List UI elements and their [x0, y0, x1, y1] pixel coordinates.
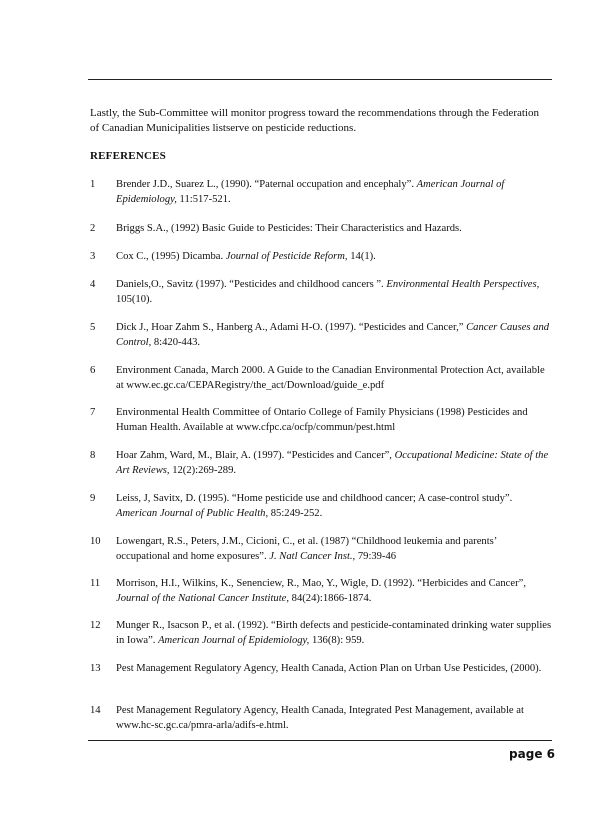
- reference-number: 6: [90, 365, 96, 376]
- page-number: page 6: [509, 747, 555, 761]
- reference-text: Morrison, H.I., Wilkins, K., Senenciew, R., Mao, Y., Wigle, D. (1992). “Herbicides and Cancer”, Journal of the National Cancer Institute, 84(24):1866-1874.: [116, 578, 526, 604]
- reference-text: Brender J.D., Suarez L., (1990). “Paternal occupation and encephaly”. American Journal of Epidemiology, 11:517-521.: [116, 179, 505, 205]
- reference-source: Journal of the National Cancer Institute,: [116, 593, 290, 604]
- reference-number: 14: [90, 705, 101, 716]
- references-heading: REFERENCES: [90, 150, 166, 162]
- reference-text: Pest Management Regulatory Agency, Health Canada, Integrated Pest Management, available at www.hc-sc.gc.ca/pmra-arla/adifs-e.html.: [116, 705, 524, 731]
- reference-number: 12: [90, 620, 101, 631]
- reference-number: 3: [90, 251, 96, 262]
- reference-number: 11: [90, 578, 101, 589]
- reference-number: 2: [90, 223, 96, 234]
- bottom-rule: [88, 740, 552, 741]
- reference-number: 7: [90, 407, 96, 418]
- reference-source: Cancer Causes and Control,: [116, 322, 550, 348]
- reference-text: Daniels,O., Savitz (1997). “Pesticides and childhood cancers ”. Environmental Health Perspectives, 105(10).: [116, 279, 540, 305]
- reference-text: Dick J., Hoar Zahm S., Hanberg A., Adami H-O. (1997). “Pesticides and Cancer,” Cancer Causes and Control, 8:420-443.: [116, 322, 550, 348]
- reference-text: Pest Management Regulatory Agency, Health Canada, Action Plan on Urban Use Pesticides, (2000).: [116, 663, 542, 674]
- reference-text: Environmental Health Committee of Ontario College of Family Physicians (1998) Pesticides and Human Health. Available at www.cfpc.ca/ocfp/commun/pest.html: [116, 407, 528, 433]
- reference-source: Journal of Pesticide Reform,: [225, 251, 348, 262]
- reference-source: American Journal of Epidemiology,: [116, 179, 505, 205]
- reference-source: American Journal of Public Health,: [116, 508, 269, 519]
- reference-number: 4: [90, 279, 96, 290]
- reference-number: 1: [90, 179, 96, 190]
- reference-number: 10: [90, 536, 101, 547]
- reference-text: Cox C., (1995) Dicamba. Journal of Pesticide Reform, 14(1).: [116, 251, 376, 262]
- reference-text: Environment Canada, March 2000. A Guide to the Canadian Environmental Protection Act, available at www.ec.gc.ca/CEPARegistry/the_act/Download/guide_e.pdf: [116, 365, 545, 391]
- reference-number: 9: [90, 493, 96, 504]
- reference-number: 13: [90, 663, 101, 674]
- reference-source: J. Natl Cancer Inst.,: [269, 551, 356, 562]
- reference-number: 8: [90, 450, 96, 461]
- reference-text: Munger R., Isacson P., et al. (1992). “Birth defects and pesticide-contaminated drinking water supplies in Iowa”. American Journal of Epidemiology, 136(8): 959.: [116, 620, 552, 646]
- reference-number: 5: [90, 322, 96, 333]
- intro-paragraph: Lastly, the Sub-Committee will monitor progress toward the recommendations through the Federation of Canadian Municipalities listserve on pesticide reductions.: [90, 107, 539, 134]
- reference-text: Lowengart, R.S., Peters, J.M., Cicioni, C., et al. (1987) “Childhood leukemia and parents’ occupational and home exposures”. J. Natl Cancer Inst., 79:39-46: [116, 536, 497, 562]
- reference-source: Environmental Health Perspectives,: [386, 279, 540, 290]
- reference-text: Leiss, J, Savitx, D. (1995). “Home pesticide use and childhood cancer; A case-control study”. American Journal of Public Health, 85:249-252.: [116, 493, 513, 519]
- reference-text: Briggs S.A., (1992) Basic Guide to Pesticides: Their Characteristics and Hazards.: [116, 223, 462, 234]
- reference-source: Occupational Medicine: State of the Art Reviews,: [116, 450, 549, 476]
- reference-source: American Journal of Epidemiology,: [158, 635, 310, 646]
- top-rule: [88, 79, 552, 80]
- reference-text: Hoar Zahm, Ward, M., Blair, A. (1997). “Pesticides and Cancer”, Occupational Medicine: State of the Art Reviews, 12(2):269-289.: [116, 450, 549, 476]
